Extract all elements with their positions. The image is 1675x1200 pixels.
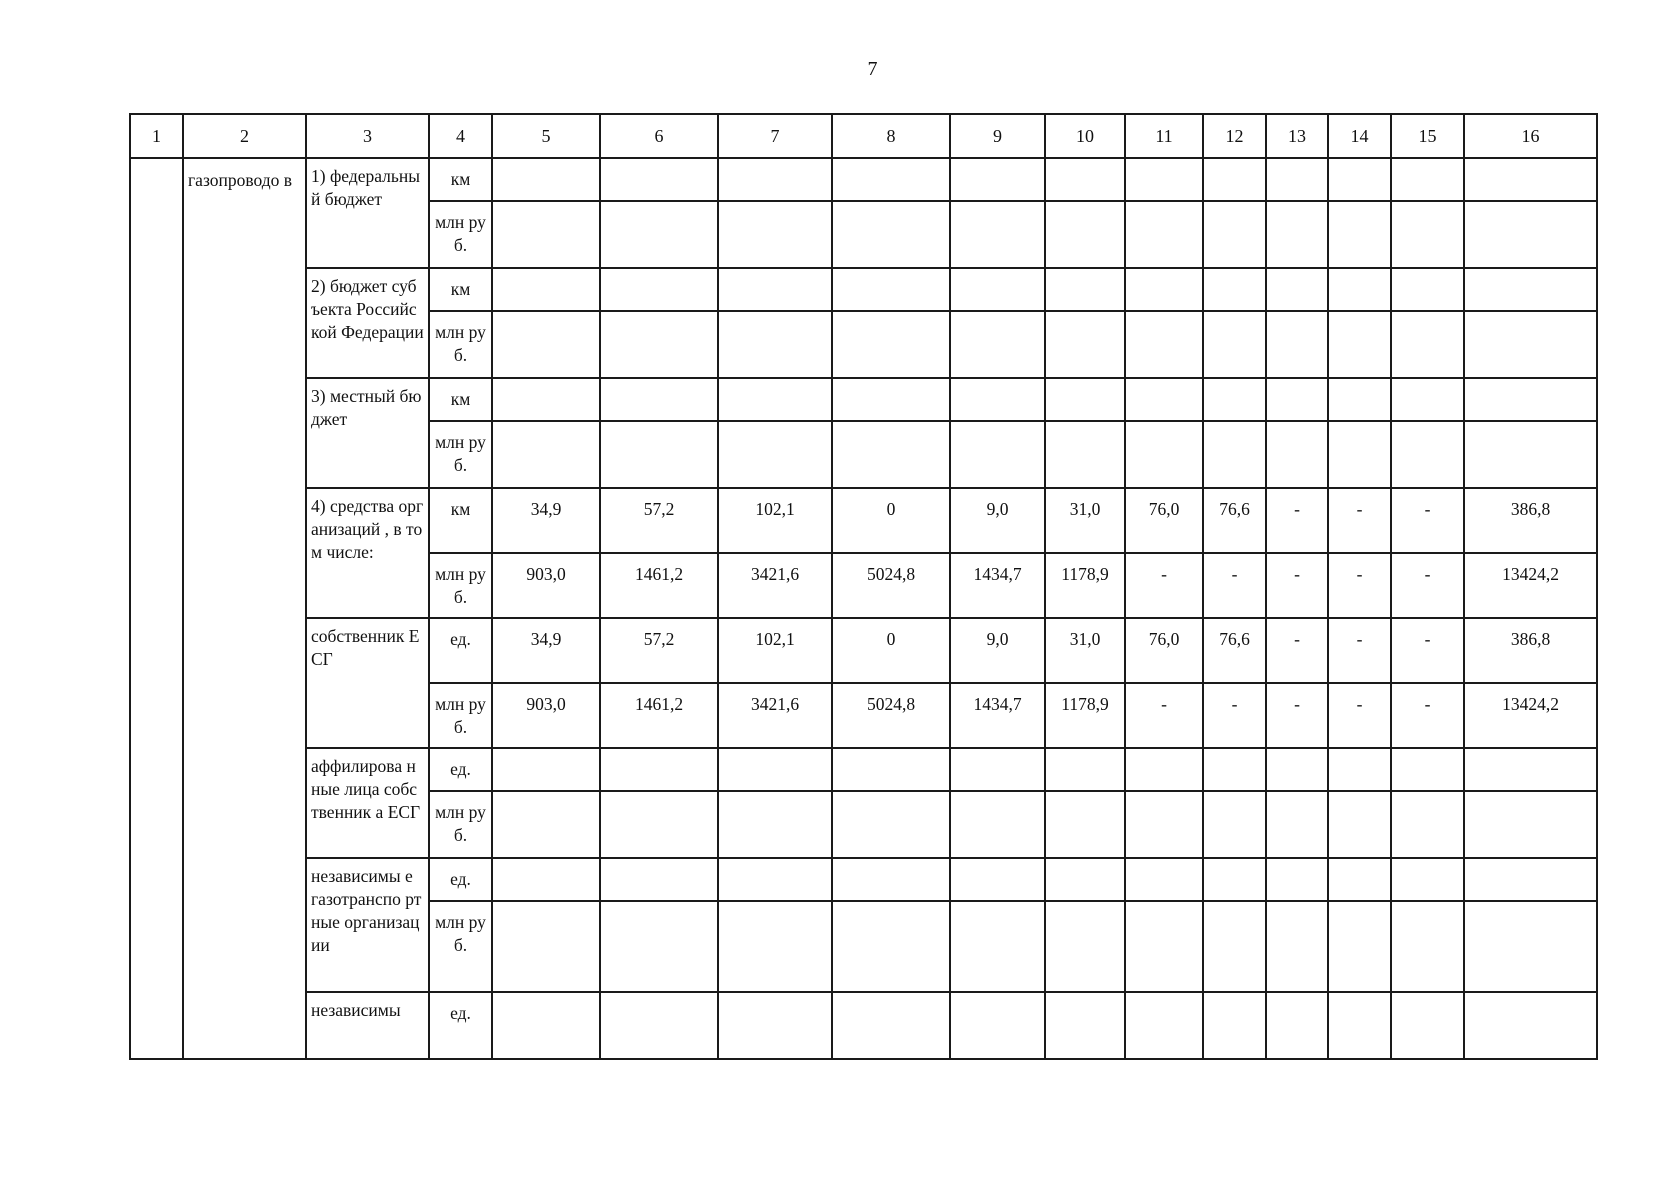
value-cell (718, 901, 832, 992)
value-cell (1125, 748, 1203, 791)
unit-cell: млн руб. (429, 791, 492, 858)
funding-source-cell: 3) местный бюджет (306, 378, 429, 488)
value-cell (1203, 858, 1266, 901)
value-cell (950, 858, 1045, 901)
value-cell (1266, 311, 1328, 378)
table-row (130, 268, 1597, 311)
unit-cell: ед. (429, 858, 492, 901)
value-cell (950, 201, 1045, 268)
value-cell (1045, 791, 1125, 858)
value-cell (1328, 791, 1391, 858)
value-cell (1328, 311, 1391, 378)
value-cell (1328, 992, 1391, 1059)
value-cell (718, 201, 832, 268)
value-cell (1266, 421, 1328, 488)
value-cell (1125, 268, 1203, 311)
value-cell: 34,9 (492, 618, 600, 683)
unit-cell: млн руб. (429, 311, 492, 378)
value-cell (718, 992, 832, 1059)
value-cell (600, 791, 718, 858)
value-cell: 13424,2 (1464, 683, 1597, 748)
value-cell (600, 992, 718, 1059)
value-cell: - (1203, 553, 1266, 618)
value-cell: 1434,7 (950, 683, 1045, 748)
value-cell: 1434,7 (950, 553, 1045, 618)
value-cell (1391, 791, 1464, 858)
value-cell (1125, 378, 1203, 421)
value-cell: - (1328, 683, 1391, 748)
value-cell (1125, 311, 1203, 378)
value-cell (718, 378, 832, 421)
value-cell (832, 311, 950, 378)
value-cell (832, 901, 950, 992)
value-cell: 31,0 (1045, 488, 1125, 553)
value-cell: 5024,8 (832, 553, 950, 618)
column-header: 4 (429, 114, 492, 158)
value-cell (718, 311, 832, 378)
value-cell (1464, 748, 1597, 791)
value-cell (600, 858, 718, 901)
value-cell (1045, 421, 1125, 488)
value-cell (1045, 901, 1125, 992)
value-cell: 903,0 (492, 553, 600, 618)
funding-source-cell: 4) средства организаций , в том числе: (306, 488, 429, 618)
value-cell: 1178,9 (1045, 683, 1125, 748)
value-cell (1391, 748, 1464, 791)
value-cell (1464, 791, 1597, 858)
table-row (130, 158, 1597, 201)
value-cell (718, 268, 832, 311)
value-cell (492, 378, 600, 421)
value-cell (718, 858, 832, 901)
funding-source-cell: аффилирова нные лица собственник а ЕСГ (306, 748, 429, 858)
column-header: 11 (1125, 114, 1203, 158)
value-cell: - (1391, 553, 1464, 618)
unit-cell: млн руб. (429, 201, 492, 268)
value-cell: 1461,2 (600, 683, 718, 748)
value-cell (1045, 748, 1125, 791)
value-cell (950, 378, 1045, 421)
value-cell (1328, 201, 1391, 268)
value-cell: - (1328, 618, 1391, 683)
value-cell (492, 791, 600, 858)
value-cell (1391, 311, 1464, 378)
value-cell (1328, 421, 1391, 488)
value-cell (600, 268, 718, 311)
value-cell (492, 992, 600, 1059)
unit-cell: ед. (429, 748, 492, 791)
value-cell: 57,2 (600, 618, 718, 683)
value-cell (1266, 201, 1328, 268)
value-cell: - (1125, 683, 1203, 748)
value-cell (1203, 158, 1266, 201)
column-header: 15 (1391, 114, 1464, 158)
header-row (130, 114, 1597, 158)
unit-cell: км (429, 488, 492, 553)
column-header: 10 (1045, 114, 1125, 158)
table-row (130, 488, 1597, 553)
value-cell (1464, 311, 1597, 378)
value-cell: 31,0 (1045, 618, 1125, 683)
value-cell (1391, 901, 1464, 992)
page-number: 7 (867, 58, 878, 80)
unit-cell: км (429, 378, 492, 421)
value-cell (1266, 858, 1328, 901)
value-cell: 1461,2 (600, 553, 718, 618)
column-header: 7 (718, 114, 832, 158)
value-cell (1125, 901, 1203, 992)
value-cell (600, 158, 718, 201)
row-number-cell (130, 158, 183, 1059)
value-cell (1464, 201, 1597, 268)
table-row (130, 748, 1597, 791)
value-cell (718, 748, 832, 791)
value-cell (832, 268, 950, 311)
value-cell (492, 748, 600, 791)
table-row (130, 858, 1597, 901)
value-cell (1464, 858, 1597, 901)
unit-cell: ед. (429, 618, 492, 683)
unit-cell: ед. (429, 992, 492, 1059)
value-cell (492, 201, 600, 268)
unit-cell: млн руб. (429, 683, 492, 748)
value-cell (1391, 201, 1464, 268)
value-cell (1203, 992, 1266, 1059)
value-cell (1045, 858, 1125, 901)
value-cell (1203, 748, 1266, 791)
value-cell: 76,6 (1203, 618, 1266, 683)
table-row (130, 992, 1597, 1059)
column-header: 12 (1203, 114, 1266, 158)
funding-source-cell: собственник ЕСГ (306, 618, 429, 748)
value-cell (1266, 992, 1328, 1059)
value-cell (1203, 791, 1266, 858)
value-cell: 0 (832, 618, 950, 683)
value-cell (600, 311, 718, 378)
value-cell (492, 421, 600, 488)
value-cell: - (1125, 553, 1203, 618)
value-cell (950, 748, 1045, 791)
value-cell (1328, 858, 1391, 901)
column-header: 6 (600, 114, 718, 158)
value-cell (832, 992, 950, 1059)
value-cell: - (1391, 488, 1464, 553)
unit-cell: млн руб. (429, 901, 492, 992)
column-header: 16 (1464, 114, 1597, 158)
funding-source-cell: независимы (306, 992, 429, 1059)
value-cell: 76,0 (1125, 488, 1203, 553)
value-cell: - (1328, 488, 1391, 553)
value-cell (832, 378, 950, 421)
value-cell: - (1203, 683, 1266, 748)
value-cell (1045, 378, 1125, 421)
value-cell: 3421,6 (718, 553, 832, 618)
value-cell (1125, 158, 1203, 201)
value-cell: 3421,6 (718, 683, 832, 748)
value-cell (1391, 158, 1464, 201)
column-header: 5 (492, 114, 600, 158)
column-header: 1 (130, 114, 183, 158)
value-cell (1266, 268, 1328, 311)
value-cell (1328, 268, 1391, 311)
value-cell (1266, 748, 1328, 791)
value-cell (832, 421, 950, 488)
funding-source-cell: 2) бюджет субъекта Российской Федерации (306, 268, 429, 378)
value-cell (1045, 311, 1125, 378)
value-cell: 102,1 (718, 488, 832, 553)
value-cell (832, 158, 950, 201)
value-cell: 386,8 (1464, 618, 1597, 683)
table-row (130, 378, 1597, 421)
value-cell (1328, 901, 1391, 992)
value-cell (1045, 158, 1125, 201)
value-cell: - (1266, 618, 1328, 683)
value-cell (1266, 901, 1328, 992)
value-cell (1391, 421, 1464, 488)
value-cell: 903,0 (492, 683, 600, 748)
value-cell (832, 201, 950, 268)
value-cell (1464, 378, 1597, 421)
column-header: 14 (1328, 114, 1391, 158)
value-cell (1125, 791, 1203, 858)
value-cell (1266, 378, 1328, 421)
value-cell (1125, 421, 1203, 488)
value-cell: 76,6 (1203, 488, 1266, 553)
value-cell (600, 378, 718, 421)
data-table-wrapper (129, 113, 1598, 1060)
value-cell (1266, 791, 1328, 858)
value-cell (1391, 992, 1464, 1059)
value-cell: 9,0 (950, 618, 1045, 683)
value-cell (1125, 201, 1203, 268)
value-cell (492, 311, 600, 378)
value-cell (492, 158, 600, 201)
value-cell (600, 201, 718, 268)
value-cell (600, 421, 718, 488)
value-cell (1266, 158, 1328, 201)
value-cell: 386,8 (1464, 488, 1597, 553)
funding-source-cell: независимы е газотранспо ртные организации (306, 858, 429, 992)
value-cell (600, 748, 718, 791)
value-cell (832, 748, 950, 791)
value-cell: 57,2 (600, 488, 718, 553)
column-header: 9 (950, 114, 1045, 158)
value-cell: 0 (832, 488, 950, 553)
value-cell (1328, 748, 1391, 791)
value-cell: - (1328, 553, 1391, 618)
column-header: 3 (306, 114, 429, 158)
value-cell (1464, 268, 1597, 311)
value-cell: - (1391, 618, 1464, 683)
value-cell (1328, 378, 1391, 421)
funding-source-cell: 1) федеральны й бюджет (306, 158, 429, 268)
value-cell: - (1391, 683, 1464, 748)
value-cell (950, 311, 1045, 378)
value-cell: 34,9 (492, 488, 600, 553)
value-cell (1203, 311, 1266, 378)
value-cell (718, 158, 832, 201)
value-cell (950, 791, 1045, 858)
value-cell: 76,0 (1125, 618, 1203, 683)
value-cell (1464, 158, 1597, 201)
value-cell (832, 791, 950, 858)
value-cell (492, 268, 600, 311)
value-cell: - (1266, 553, 1328, 618)
column-header: 13 (1266, 114, 1328, 158)
data-table (129, 113, 1598, 1060)
item-name-cell: газопроводо в (183, 158, 306, 1059)
value-cell (1464, 992, 1597, 1059)
value-cell (1045, 992, 1125, 1059)
value-cell (718, 791, 832, 858)
value-cell (1391, 378, 1464, 421)
value-cell (1391, 858, 1464, 901)
value-cell (1125, 992, 1203, 1059)
value-cell (1328, 158, 1391, 201)
column-header: 8 (832, 114, 950, 158)
value-cell (1203, 378, 1266, 421)
value-cell (1125, 858, 1203, 901)
value-cell (1045, 268, 1125, 311)
value-cell: 102,1 (718, 618, 832, 683)
table-row (130, 618, 1597, 683)
value-cell (1464, 901, 1597, 992)
unit-cell: млн руб. (429, 553, 492, 618)
value-cell (1203, 421, 1266, 488)
column-header: 2 (183, 114, 306, 158)
unit-cell: млн руб. (429, 421, 492, 488)
value-cell (718, 421, 832, 488)
value-cell (1045, 201, 1125, 268)
value-cell (950, 158, 1045, 201)
value-cell (1391, 268, 1464, 311)
unit-cell: км (429, 158, 492, 201)
value-cell (1203, 201, 1266, 268)
unit-cell: км (429, 268, 492, 311)
table-body (130, 158, 1597, 1059)
value-cell (1464, 421, 1597, 488)
value-cell (1203, 268, 1266, 311)
value-cell (950, 268, 1045, 311)
value-cell (492, 858, 600, 901)
value-cell: - (1266, 683, 1328, 748)
value-cell: 9,0 (950, 488, 1045, 553)
value-cell (950, 992, 1045, 1059)
value-cell (492, 901, 600, 992)
value-cell (1203, 901, 1266, 992)
value-cell: 13424,2 (1464, 553, 1597, 618)
value-cell: 1178,9 (1045, 553, 1125, 618)
value-cell (600, 901, 718, 992)
value-cell: 5024,8 (832, 683, 950, 748)
value-cell (950, 901, 1045, 992)
value-cell (950, 421, 1045, 488)
value-cell: - (1266, 488, 1328, 553)
value-cell (832, 858, 950, 901)
